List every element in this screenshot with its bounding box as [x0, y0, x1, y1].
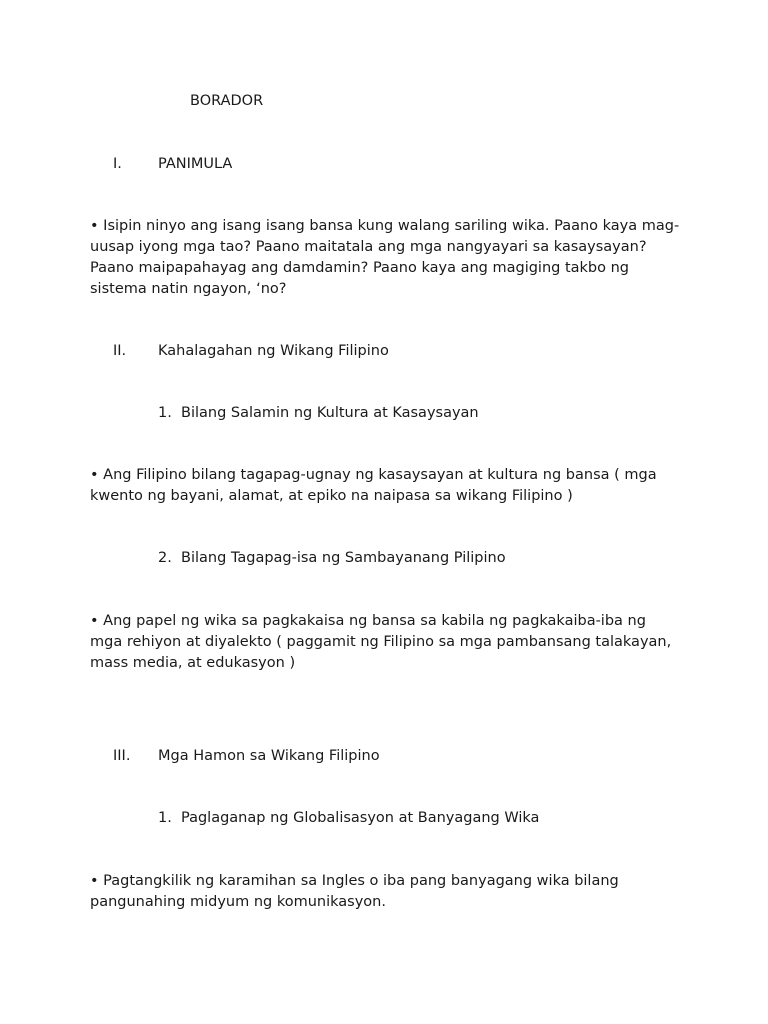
section-numeral-1: I. — [113, 156, 122, 172]
subsection-paragraph-2-1: • Ang Filipino bilang tagapag-ugnay ng kasaysayan at kultura ng bansa ( mga kwento ng bayani, alamat, at epiko na naipasa sa wikang Filipino ) — [90, 467, 657, 504]
document-title: BORADOR — [190, 93, 264, 109]
section-title-3: Mga Hamon sa Wikang Filipino — [158, 748, 380, 764]
subsection-paragraph-2-2: • Ang papel ng wika sa pagkakaisa ng bansa sa kabila ng pagkakaiba-iba ng mga rehiyon at diyalekto ( paggamit ng Filipino sa mga pambansang talakayan, mass media, at edukasyon ) — [90, 613, 672, 671]
section-title-1: PANIMULA — [158, 156, 233, 172]
subsection-title-2-2: Bilang Tagapag-isa ng Sambayanang Pilipino — [181, 550, 506, 566]
subsection-number-3-1: 1. — [158, 810, 172, 826]
subsection-title-2-1: Bilang Salamin ng Kultura at Kasaysayan — [181, 405, 479, 421]
subsection-paragraph-3-1: • Pagtangkilik ng karamihan sa Ingles o iba pang banyagang wika bilang pangunahing midyum ng komunikasyon. — [90, 873, 619, 910]
section-numeral-3: III. — [113, 748, 131, 764]
subsection-title-3-1: Paglaganap ng Globalisasyon at Banyagang Wika — [181, 810, 540, 826]
subsection-number-2-1: 1. — [158, 405, 172, 421]
section-numeral-2: II. — [113, 343, 127, 359]
section-title-2: Kahalagahan ng Wikang Filipino — [158, 343, 389, 359]
section-paragraph-1: • Isipin ninyo ang isang isang bansa kung walang sariling wika. Paano kaya mag-uusap iyong mga tao? Paano maitatala ang mga nangyayari sa kasaysayan? Paano maipapahayag ang damdamin? Paano kaya ang magiging takbo ng sistema natin ngayon, ‘no? — [90, 218, 680, 297]
subsection-number-2-2: 2. — [158, 550, 172, 566]
